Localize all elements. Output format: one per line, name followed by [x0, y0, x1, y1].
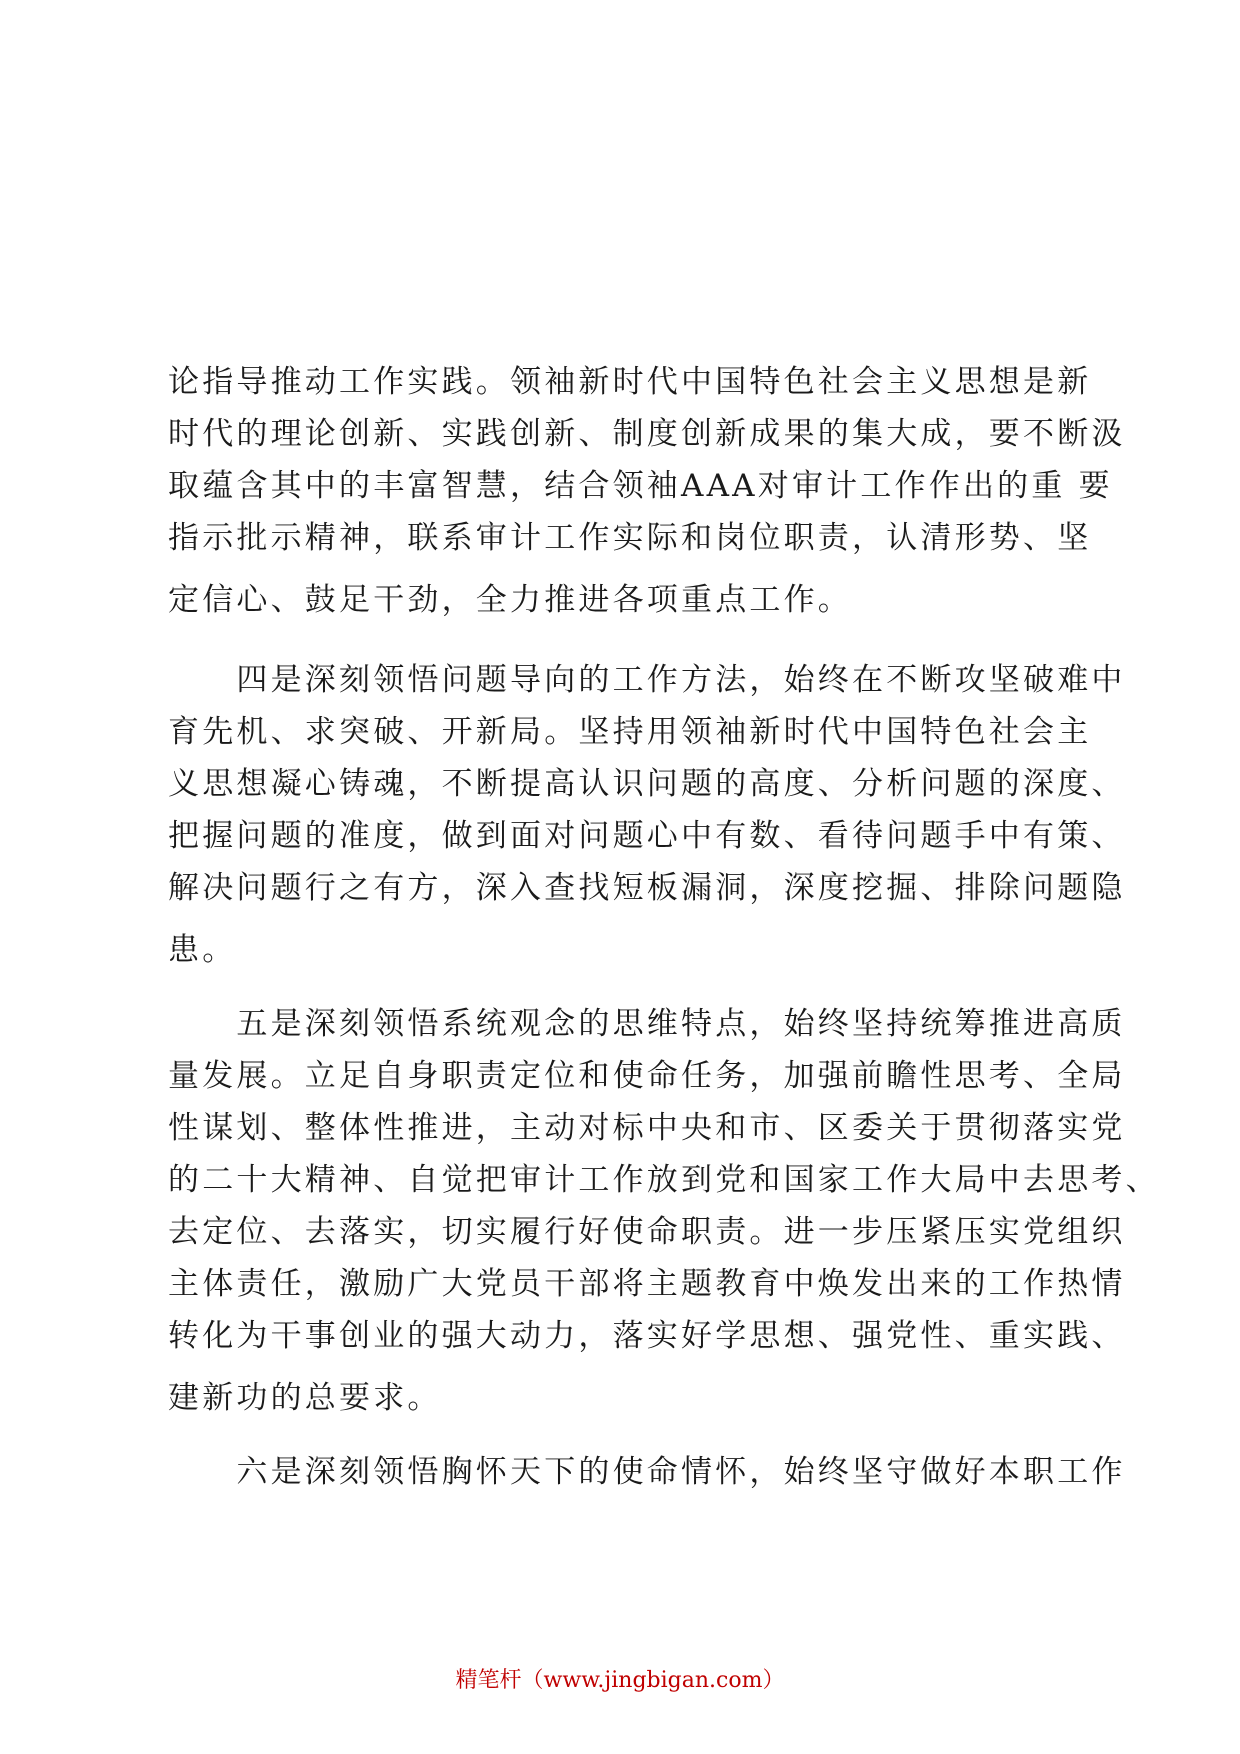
text-line: 量发展。立足自身职责定位和使命任务，加强前瞻性思考、全局: [168, 1058, 1126, 1094]
paragraph-first-line: 四是深刻领悟问题导向的工作方法，始终在不断攻坚破难中: [168, 662, 1126, 698]
text-line: 去定位、去落实，切实履行好使命职责。进一步压紧压实党组织: [168, 1214, 1126, 1250]
text-line: 建新功的总要求。: [168, 1380, 442, 1416]
text-line: 性谋划、整体性推进，主动对标中央和市、区委关于贯彻落实党: [168, 1110, 1126, 1146]
text-line: 论指导推动工作实践。领袖新时代中国特色社会主义思想是新: [168, 364, 1092, 400]
paragraph-first-line: 六是深刻领悟胸怀天下的使命情怀，始终坚守做好本职工作: [168, 1454, 1126, 1490]
text-line: 取蕴含其中的丰富智慧，结合领袖AAA对审计工作作出的重 要: [168, 468, 1113, 504]
text-line: 患。: [168, 932, 237, 968]
paragraph-first-line: 五是深刻领悟系统观念的思维特点，始终坚持统筹推进高质: [168, 1006, 1126, 1042]
text-line: 主体责任，激励广大党员干部将主题教育中焕发出来的工作热情: [168, 1266, 1126, 1302]
text-line: 义思想凝心铸魂，不断提高认识问题的高度、分析问题的深度、: [168, 766, 1126, 802]
text-line: 定信心、鼓足干劲，全力推进各项重点工作。: [168, 582, 852, 618]
text-line: 的二十大精神、自觉把审计工作放到党和国家工作大局中去思考、: [168, 1162, 1160, 1198]
text-line: 解决问题行之有方，深入查找短板漏洞，深度挖掘、排除问题隐: [168, 870, 1126, 906]
text-line: 指示批示精神，联系审计工作实际和岗位职责，认清形势、坚: [168, 520, 1092, 556]
footer-watermark: 精笔杆（www.jingbigan.com）: [455, 1668, 785, 1693]
text-line: 时代的理论创新、实践创新、制度创新成果的集大成，要不断汲: [168, 416, 1126, 452]
text-line: 转化为干事创业的强大动力，落实好学思想、强党性、重实践、: [168, 1318, 1126, 1354]
text-line: 育先机、求突破、开新局。坚持用领袖新时代中国特色社会主: [168, 714, 1092, 750]
text-line: 把握问题的准度，做到面对问题心中有数、看待问题手中有策、: [168, 818, 1126, 854]
